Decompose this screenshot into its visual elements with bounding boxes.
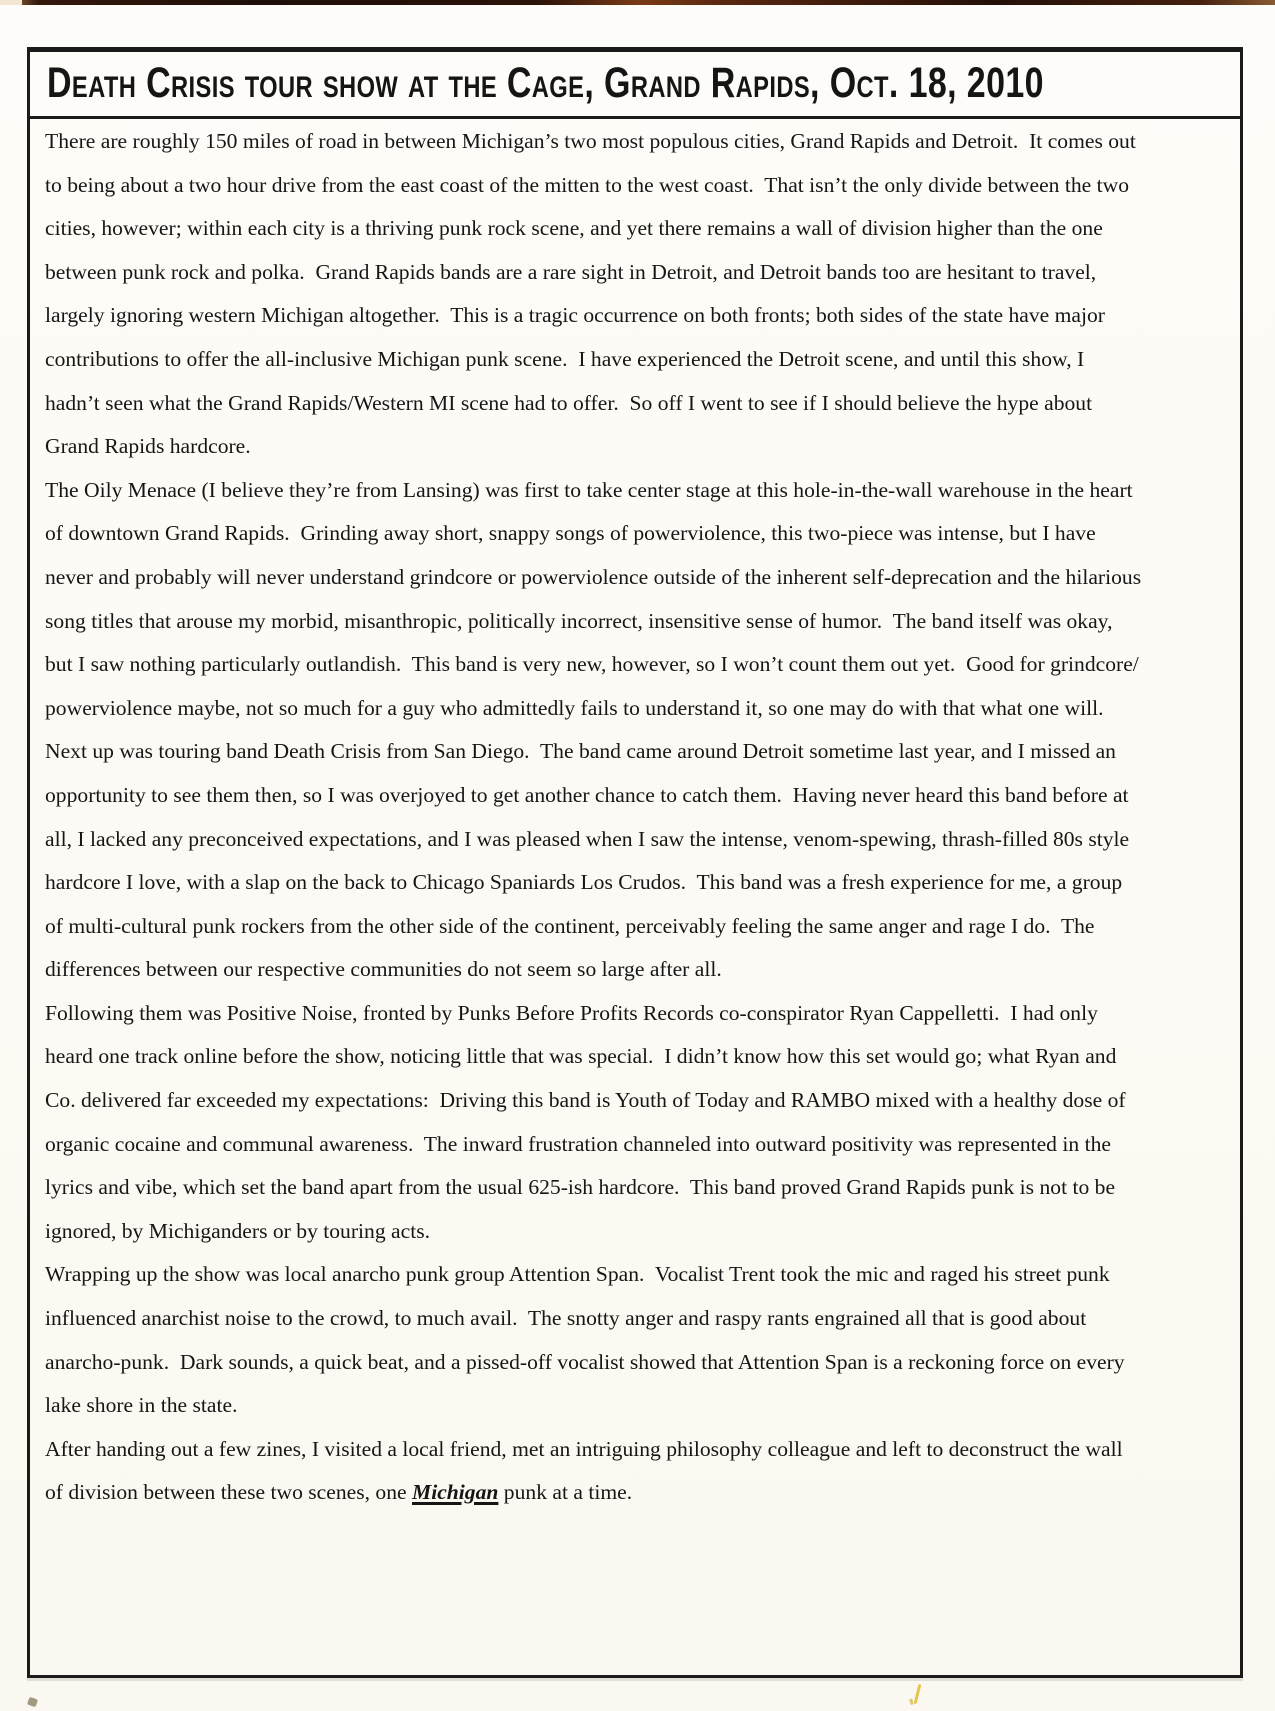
scanner-edge-artifact xyxy=(0,0,1275,5)
paragraph-intro: There are roughly 150 miles of road in between Michigan’s two most populous cities, Grand Rapids and Detroit. It comes out to being about a two hour drive from the east coast of the mitten to the west coast. That isn’t the only divide between the two cities, however; within each city is a thriving punk rock scene, and yet there remains a wall of division higher than the one between punk rock and polka. Grand Rapids bands are a rare sight in Detroit, and Detroit bands too are hesitant to travel, largely ignoring western Michigan altogether. This is a tragic occurrence on both fronts; both sides of the state have major contributions to offer the all-inclusive Michigan punk scene. I have experienced the Detroit scene, and until this show, I hadn’t seen what the Grand Rapids/Western MI scene had to offer. So off I went to see if I should believe the hype about Grand Rapids hardcore. xyxy=(45,129,1142,459)
page-title: Death Crisis tour show at the Cage, Grand Rapids, Oct. 18, 2010 xyxy=(47,58,1044,107)
closing-text-after: punk at a time. xyxy=(498,1480,633,1505)
title-banner xyxy=(30,52,1240,119)
scan-speck-artifact xyxy=(27,1697,38,1708)
paragraph-positive-noise: Following them was Positive Noise, fronted by Punks Before Profits Records co-conspirator Ryan Cappelletti. I had only heard one track online before the show, noticing little that was special. I didn’t know how this set would go; what Ryan and Co. delivered far exceeded my expectations: Driving this band is Youth of Today and RAMBO mixed with a healthy dose of organic cocaine and communal awareness. The inward frustration channeled into outward positivity was represented in the lyrics and vibe, which set the band apart from the usual 625-ish hardcore. This band proved Grand Rapids punk is not to be ignored, by Michiganders or by touring acts. xyxy=(45,1000,1131,1243)
paragraph-closing xyxy=(45,1428,1142,1515)
article-body xyxy=(30,119,1240,1515)
closing-text-before: After handing out a few zines, I visited a local friend, met an intriguing philosophy colleague and left to deconstruct the wall of division between these two scenes, one xyxy=(45,1436,1128,1505)
paragraph-oily-menace: The Oily Menace (I believe they’re from Lansing) was first to take center stage at this hole-in-the-wall warehouse in the heart of downtown Grand Rapids. Grinding away short, snappy songs of powerviolence, this two-piece was intense, but I have never and probably will never understand grindcore or powerviolence outside of the inherent self-deprecation and the hilarious song titles that arouse my morbid, misanthropic, politically incorrect, insensitive sense of humor. The band itself was okay, but I saw nothing particularly outlandish. This band is very new, however, so I won’t count them out yet. Good for grindcore/ powerviolence maybe, not so much for a guy who admittedly fails to understand it, so one may do with that what one will. xyxy=(45,477,1147,720)
scanner-edge-fade xyxy=(0,0,22,5)
michigan-emphasis: Michigan xyxy=(412,1480,499,1505)
article-frame xyxy=(27,47,1243,1678)
paragraph-death-crisis: Next up was touring band Death Crisis from San Diego. The band came around Detroit sometime last year, and I missed an opportunity to see them then, so I was overjoyed to get another chance to catch them. Having never heard this band before at all, I lacked any preconceived expectations, and I was pleased when I saw the intense, venom-spewing, thrash-filled 80s style hardcore I love, with a slap on the back to Chicago Spaniards Los Crudos. This band was a fresh experience for me, a group of multi-cultural punk rockers from the other side of the continent, perceivably feeling the same anger and rage I do. The differences between our respective communities do not seem so large after all. xyxy=(45,739,1135,982)
scan-scratch-artifact xyxy=(914,1684,922,1704)
paragraph-attention-span: Wrapping up the show was local anarcho punk group Attention Span. Vocalist Trent took the mic and raged his street punk influenced anarchist noise to the crowd, to much avail. The snotty anger and raspy rants engrained all that is good about anarcho-punk. Dark sounds, a quick beat, and a pissed-off vocalist showed that Attention Span is a reckoning force on every lake shore in the state. xyxy=(45,1262,1130,1418)
